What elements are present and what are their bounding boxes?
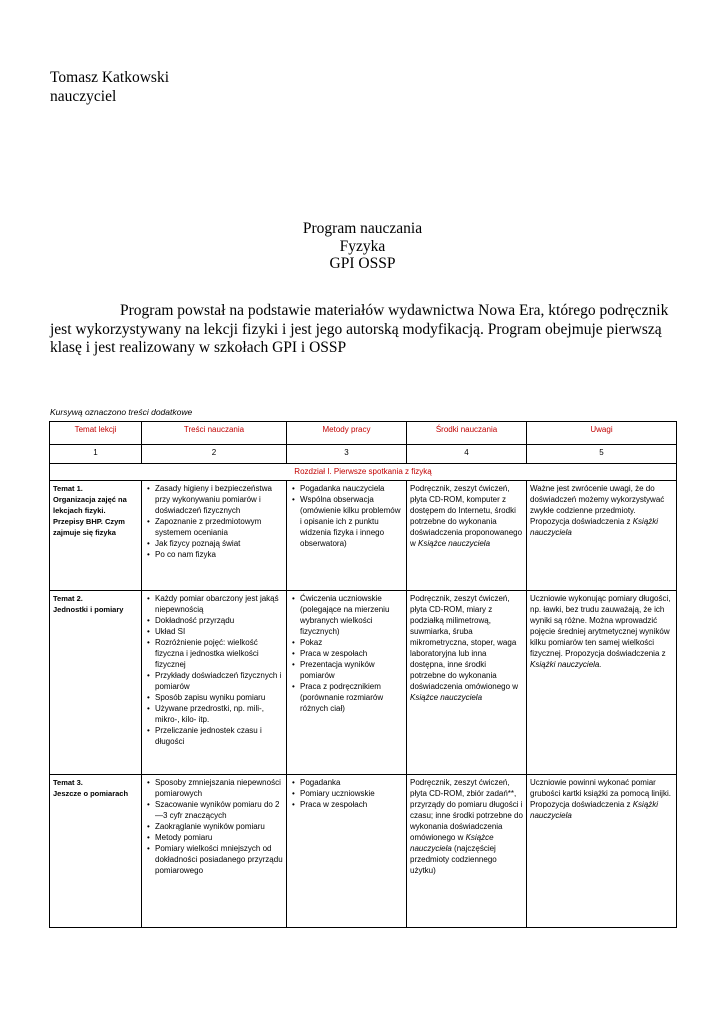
list-item: • Pomiary uczniowskie bbox=[300, 788, 403, 799]
notes-italic: Książki nauczyciela. bbox=[530, 660, 602, 669]
list-item: • Pogadanka nauczyciela bbox=[300, 483, 403, 494]
header-cell-notes: Uwagi bbox=[527, 422, 677, 445]
topic-number: Temat 1. bbox=[53, 484, 83, 493]
list-item: • Po co nam fizyka bbox=[155, 549, 283, 560]
topic-name: Jednostki i pomiary bbox=[53, 605, 124, 614]
topic-number: Temat 3. bbox=[53, 778, 83, 787]
title-block bbox=[0, 220, 725, 273]
title-line-2: Fyzyka bbox=[339, 237, 386, 255]
title-line-1: Program nauczania bbox=[302, 220, 423, 237]
resources-cell bbox=[407, 481, 527, 591]
section-title: Rozdział I. Pierwsze spotkania z fizyką bbox=[50, 464, 677, 481]
list-item: • Prezentacja wyników pomiarów bbox=[300, 659, 403, 681]
methods-cell bbox=[287, 775, 407, 928]
list-item: • Dokładność przyrządu bbox=[155, 615, 283, 626]
topic-name: Jeszcze o pomiarach bbox=[53, 789, 129, 798]
list-item: • Sposoby zmniejszania niepewności pomiarowych bbox=[155, 777, 283, 799]
list-item: • Metody pomiaru bbox=[155, 832, 283, 843]
list-item: • Układ SI bbox=[155, 626, 283, 637]
header-cell-resources: Środki nauczania bbox=[407, 422, 527, 445]
topic-name: Organizacja zajęć na lekcjach fizyki. Przepisy BHP. Czym zajmuje się fizyka bbox=[53, 495, 127, 537]
table-row bbox=[50, 775, 677, 928]
column-number: 1 bbox=[50, 445, 142, 464]
title-line-3: GPI OSSP bbox=[329, 255, 396, 272]
column-number: 2 bbox=[142, 445, 287, 464]
list-item: • Zaokrąglanie wyników pomiaru bbox=[155, 821, 283, 832]
resources-text: Podręcznik, zeszyt ćwiczeń, płyta CD-ROM, miary z podziałką milimetrową, suwmiarka, śruba mikrometryczna, stoper, waga laboratoryjna lub inna dostępna, inne środki potrzebne do wykonania doświadczenia omówionego w bbox=[410, 594, 519, 691]
notes-text: Uczniowie powinni wykonać pomiar grubości kartki książki za pomocą linijki. Propozycja doświadczenia z bbox=[530, 778, 671, 809]
list-item: • Pokaz bbox=[300, 637, 403, 648]
list-item: • Rozróżnienie pojęć: wielkość fizyczna i jednostka wielkości fizycznej bbox=[155, 637, 283, 670]
notes-cell bbox=[527, 481, 677, 591]
header-cell-content: Treści nauczania bbox=[142, 422, 287, 445]
resources-cell bbox=[407, 775, 527, 928]
header-cell-topic: Temat lekcji bbox=[50, 422, 142, 445]
resources-text: Podręcznik, zeszyt ćwiczeń, płyta CD-ROM, zbiór zadań**, przyrządy do pomiaru długości i czasu; inne środki potrzebne do wykonania doświadczenia omówionego w bbox=[410, 778, 523, 842]
list-item: • Praca z podręcznikiem (porównanie rozmiarów różnych ciał) bbox=[300, 681, 403, 714]
topic-cell bbox=[50, 775, 142, 928]
notes-text: Uczniowie wykonując pomiary długości, np. ławki, bez trudu zauważają, że ich wyniki są różne. Można wprowadzić pojęcie średniej arytmetycznej wyników kilku pomiarów ten samej wielkości fizycznej. Propozycja doświadczenia z bbox=[530, 594, 671, 658]
notes-cell bbox=[527, 775, 677, 928]
list-item: • Zapoznanie z przedmiotowym systemem oceniania bbox=[155, 516, 283, 538]
list-item: • Wspólna obserwacja (omówienie kilku problemów i opisanie ich z punktu widzenia fizyka i innego obserwatora) bbox=[300, 494, 403, 549]
column-number: 5 bbox=[527, 445, 677, 464]
list-item: • Przykłady doświadczeń fizycznych i pomiarów bbox=[155, 670, 283, 692]
header-cell-methods: Metody pracy bbox=[287, 422, 407, 445]
notes-text: Ważne jest zwrócenie uwagi, że do doświadczeń możemy wykorzystywać zwykłe codzienne przedmioty. Propozycja doświadczenia z bbox=[530, 484, 665, 526]
column-number: 3 bbox=[287, 445, 407, 464]
column-number-row bbox=[50, 445, 677, 464]
resources-italic: Książce nauczyciela bbox=[410, 833, 494, 853]
intro-paragraph bbox=[50, 302, 675, 358]
list-item: • Zasady higieny i bezpieczeństwa przy wykonywaniu pomiarów i doświadczeń fizycznych bbox=[155, 483, 283, 516]
curriculum-table bbox=[49, 421, 677, 928]
list-item: • Ćwiczenia uczniowskie (polegające na mierzeniu wybranych wielkości fizycznych) bbox=[300, 593, 403, 637]
topic-number: Temat 2. bbox=[53, 594, 83, 603]
list-item: • Pogadanka bbox=[300, 777, 403, 788]
list-item: • Jak fizycy poznają świat bbox=[155, 538, 283, 549]
resources-italic: Książce nauczyciela bbox=[410, 693, 483, 702]
list-item: • Przeliczanie jednostek czasu i długości bbox=[155, 725, 283, 747]
methods-cell bbox=[287, 481, 407, 591]
author-block bbox=[50, 68, 169, 106]
list-item: • Szacowanie wyników pomiaru do 2—3 cyfr znaczących bbox=[155, 799, 283, 821]
methods-cell bbox=[287, 591, 407, 775]
resources-text-tail: (najczęściej przedmioty codziennego użytku) bbox=[410, 844, 497, 875]
resources-italic: Książce nauczyciela bbox=[418, 539, 491, 548]
topic-cell bbox=[50, 591, 142, 775]
content-cell bbox=[142, 591, 287, 775]
content-cell bbox=[142, 481, 287, 591]
list-item: • Praca w zespołach bbox=[300, 648, 403, 659]
notes-cell bbox=[527, 591, 677, 775]
list-item: • Pomiary wielkości mniejszych od dokładności posiadanego przyrządu pomiarowego bbox=[155, 843, 283, 876]
section-row bbox=[50, 464, 677, 481]
table-row bbox=[50, 481, 677, 591]
header-row bbox=[50, 422, 677, 445]
column-number: 4 bbox=[407, 445, 527, 464]
author-role: nauczyciel bbox=[50, 88, 117, 105]
list-item: • Każdy pomiar obarczony jest jakąś niepewnością bbox=[155, 593, 283, 615]
resources-cell bbox=[407, 591, 527, 775]
list-item: • Praca w zespołach bbox=[300, 799, 403, 810]
table-row bbox=[50, 591, 677, 775]
content-cell bbox=[142, 775, 287, 928]
list-item: • Sposób zapisu wyniku pomiaru bbox=[155, 692, 283, 703]
intro-text: Program powstał na podstawie materiałów wydawnictwa Nowa Era, którego podręcznik jest wykorzystywany na lekcji fizyki i jest jego autorską modyfikacją. Program obejmuje pierwszą klasę i jest realizowany w szkołach GPI i OSSP bbox=[50, 302, 669, 356]
notes-italic: Książki nauczyciela bbox=[530, 800, 659, 820]
author-name: Tomasz Katkowski bbox=[50, 69, 170, 86]
resources-text: Podręcznik, zeszyt ćwiczeń, płyta CD-ROM, komputer z dostępem do Internetu, środki potrzebne do wykonania doświadczenia proponowanego w bbox=[410, 484, 523, 548]
topic-cell bbox=[50, 481, 142, 591]
list-item: • Używane przedrostki, np. mili-, mikro-, kilo- itp. bbox=[155, 703, 283, 725]
italic-note: Kursywą oznaczono treści dodatkowe bbox=[50, 407, 193, 417]
notes-italic: Książki nauczyciela bbox=[530, 517, 659, 537]
